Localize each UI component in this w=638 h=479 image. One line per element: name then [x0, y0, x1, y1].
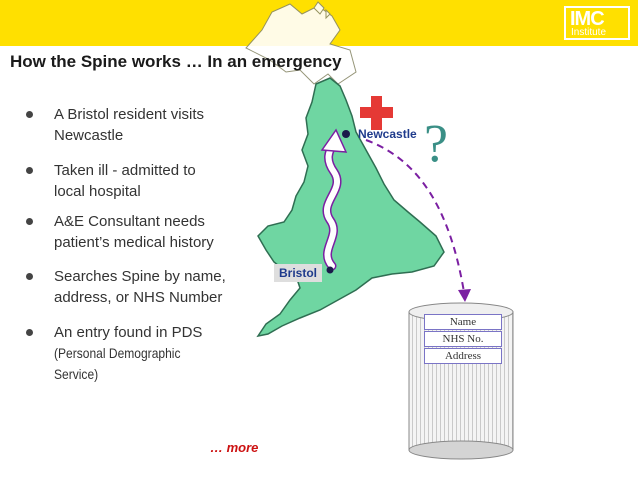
- slide-title: How the Spine works … In an emergency: [10, 52, 342, 71]
- hospital-cross-icon: [360, 96, 393, 130]
- db-field-address: Address: [424, 348, 502, 364]
- bristol-label: Bristol: [274, 264, 322, 282]
- db-field-nhs-no: NHS No.: [424, 331, 502, 347]
- bullet-dot-icon: [26, 167, 33, 174]
- logo-main-text: IMC: [570, 8, 604, 30]
- bullet-dot-icon: [26, 329, 33, 336]
- db-field-name: Name: [424, 314, 502, 330]
- bullet-text: Taken ill - admitted to local hospital: [54, 162, 196, 200]
- logo-sub-text: Institute: [571, 27, 607, 38]
- bullet-dot-icon: [26, 273, 33, 280]
- lookup-arrowhead: [458, 289, 471, 302]
- newcastle-label: Newcastle: [358, 127, 417, 141]
- bullet-text: A Bristol resident visits Newcastle: [54, 106, 205, 144]
- bullet-dot-icon: [26, 111, 33, 118]
- newcastle-dot: [342, 130, 350, 138]
- bristol-dot: [327, 267, 334, 274]
- bullet-subtext: (Personal Demographic Service): [54, 345, 181, 382]
- bullet-dot-icon: [26, 218, 33, 225]
- bullet-text: An entry found in PDS: [54, 324, 203, 341]
- bullet-text: Searches Spine by name, address, or NHS Number: [54, 268, 226, 306]
- question-mark-icon: ?: [424, 113, 448, 173]
- more-link[interactable]: … more: [210, 440, 259, 455]
- bullet-text: A&E Consultant needs patient’s medical history: [54, 213, 214, 251]
